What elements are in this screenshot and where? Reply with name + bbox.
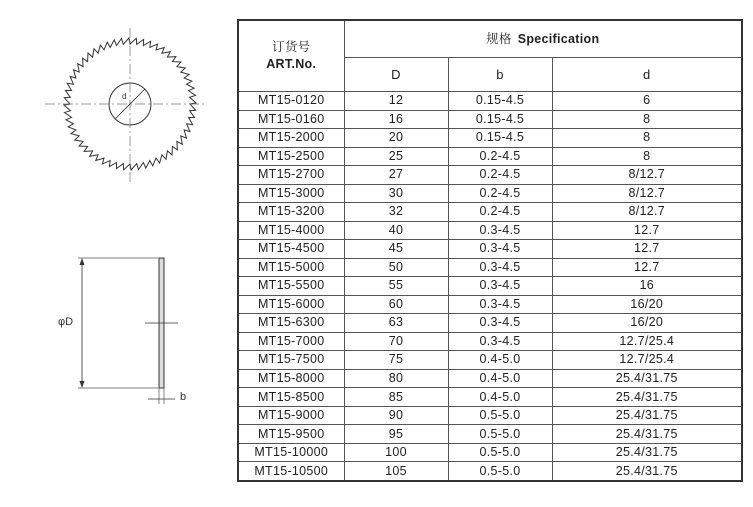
cell-b: 0.3-4.5 [448, 332, 552, 351]
cell-d: 25.4/31.75 [552, 406, 742, 425]
spec-header-cn: 规格 [486, 31, 512, 46]
cell-d: 6 [552, 92, 742, 111]
art-no-header-en: ART.No. [266, 57, 317, 71]
cell-D: 27 [344, 166, 448, 185]
cell-D: 25 [344, 147, 448, 166]
cell-art: MT15-10500 [238, 462, 344, 481]
table-row [238, 258, 742, 277]
cell-b: 0.2-4.5 [448, 184, 552, 203]
table-row [238, 406, 742, 425]
cell-D: 63 [344, 314, 448, 333]
cell-b: 0.5-5.0 [448, 406, 552, 425]
cell-D: 32 [344, 203, 448, 222]
spec-header-en: Specification [517, 31, 600, 46]
table-row [238, 388, 742, 407]
cell-b: 0.4-5.0 [448, 388, 552, 407]
cell-b: 0.15-4.5 [448, 110, 552, 129]
cell-d: 16/20 [552, 314, 742, 333]
table-row [238, 443, 742, 462]
cell-b: 0.4-5.0 [448, 351, 552, 370]
cell-D: 90 [344, 406, 448, 425]
cell-D: 40 [344, 221, 448, 240]
column-header-b: b [448, 58, 552, 92]
cell-b: 0.4-5.0 [448, 369, 552, 388]
thickness-label: b [180, 391, 187, 403]
cell-art: MT15-3200 [238, 203, 344, 222]
cell-b: 0.5-5.0 [448, 462, 552, 481]
table-row [238, 332, 742, 351]
art-no-header [238, 20, 344, 92]
outer-diameter-label: φD [58, 316, 74, 328]
cell-D: 45 [344, 240, 448, 259]
cell-d: 8 [552, 110, 742, 129]
table-row [238, 203, 742, 222]
cell-b: 0.3-4.5 [448, 240, 552, 259]
cell-D: 55 [344, 277, 448, 296]
inner-diameter-label: d [122, 92, 127, 101]
cell-b: 0.2-4.5 [448, 166, 552, 185]
table-row [238, 240, 742, 259]
table-row [238, 277, 742, 296]
cell-art: MT15-8000 [238, 369, 344, 388]
diameter-arrow-top [80, 258, 85, 265]
table-row [238, 425, 742, 444]
cell-D: 60 [344, 295, 448, 314]
table-row [238, 462, 742, 481]
cell-D: 30 [344, 184, 448, 203]
cell-b: 0.3-4.5 [448, 221, 552, 240]
cell-b: 0.3-4.5 [448, 277, 552, 296]
column-header-D: D [344, 58, 448, 92]
cell-art: MT15-7000 [238, 332, 344, 351]
cell-D: 100 [344, 443, 448, 462]
cell-D: 16 [344, 110, 448, 129]
specification-header [344, 20, 742, 58]
cell-d: 25.4/31.75 [552, 369, 742, 388]
art-no-header-cn: 订货号 [272, 40, 311, 54]
cell-D: 50 [344, 258, 448, 277]
cell-art: MT15-2500 [238, 147, 344, 166]
technical-drawing [0, 0, 235, 507]
cell-art: MT15-2000 [238, 129, 344, 148]
cell-d: 8/12.7 [552, 184, 742, 203]
cell-b: 0.3-4.5 [448, 295, 552, 314]
table-row [238, 147, 742, 166]
blade-front-view [45, 28, 205, 182]
column-header-d: d [552, 58, 742, 92]
cell-d: 12.7 [552, 240, 742, 259]
cell-art: MT15-9500 [238, 425, 344, 444]
cell-d: 25.4/31.75 [552, 443, 742, 462]
cell-b: 0.5-5.0 [448, 425, 552, 444]
cell-D: 95 [344, 425, 448, 444]
cell-D: 105 [344, 462, 448, 481]
cell-d: 12.7/25.4 [552, 332, 742, 351]
cell-d: 12.7 [552, 258, 742, 277]
cell-D: 80 [344, 369, 448, 388]
table-row [238, 369, 742, 388]
table-row [238, 351, 742, 370]
table-row [238, 184, 742, 203]
cell-d: 25.4/31.75 [552, 388, 742, 407]
cell-d: 16 [552, 277, 742, 296]
cell-art: MT15-8500 [238, 388, 344, 407]
table-row [238, 295, 742, 314]
specification-table [237, 19, 743, 482]
cell-b: 0.2-4.5 [448, 147, 552, 166]
cell-d: 12.7 [552, 221, 742, 240]
cell-b: 0.3-4.5 [448, 258, 552, 277]
cell-d: 8/12.7 [552, 166, 742, 185]
cell-D: 85 [344, 388, 448, 407]
cell-art: MT15-5500 [238, 277, 344, 296]
table-row [238, 166, 742, 185]
table-row [238, 221, 742, 240]
cell-art: MT15-3000 [238, 184, 344, 203]
cell-art: MT15-2700 [238, 166, 344, 185]
cell-art: MT15-10000 [238, 443, 344, 462]
cell-art: MT15-0120 [238, 92, 344, 111]
cell-b: 0.3-4.5 [448, 314, 552, 333]
cell-b: 0.5-5.0 [448, 443, 552, 462]
cell-d: 12.7/25.4 [552, 351, 742, 370]
specification-rows [238, 92, 742, 482]
cell-d: 25.4/31.75 [552, 462, 742, 481]
saw-blade-drawing [0, 0, 235, 507]
cell-art: MT15-4000 [238, 221, 344, 240]
cell-b: 0.15-4.5 [448, 92, 552, 111]
cell-d: 25.4/31.75 [552, 425, 742, 444]
cell-b: 0.2-4.5 [448, 203, 552, 222]
table-row [238, 92, 742, 111]
table-row [238, 110, 742, 129]
table-row [238, 129, 742, 148]
cell-art: MT15-9000 [238, 406, 344, 425]
cell-d: 16/20 [552, 295, 742, 314]
diameter-arrow-bottom [80, 381, 85, 388]
cell-art: MT15-4500 [238, 240, 344, 259]
cell-art: MT15-6000 [238, 295, 344, 314]
cell-b: 0.15-4.5 [448, 129, 552, 148]
cell-d: 8/12.7 [552, 203, 742, 222]
cell-D: 75 [344, 351, 448, 370]
cell-art: MT15-7500 [238, 351, 344, 370]
cell-art: MT15-6300 [238, 314, 344, 333]
cell-art: MT15-0160 [238, 110, 344, 129]
cell-d: 8 [552, 129, 742, 148]
cell-art: MT15-5000 [238, 258, 344, 277]
cell-D: 12 [344, 92, 448, 111]
table-row [238, 314, 742, 333]
blade-side-view [78, 258, 178, 404]
cell-D: 70 [344, 332, 448, 351]
cell-d: 8 [552, 147, 742, 166]
cell-D: 20 [344, 129, 448, 148]
